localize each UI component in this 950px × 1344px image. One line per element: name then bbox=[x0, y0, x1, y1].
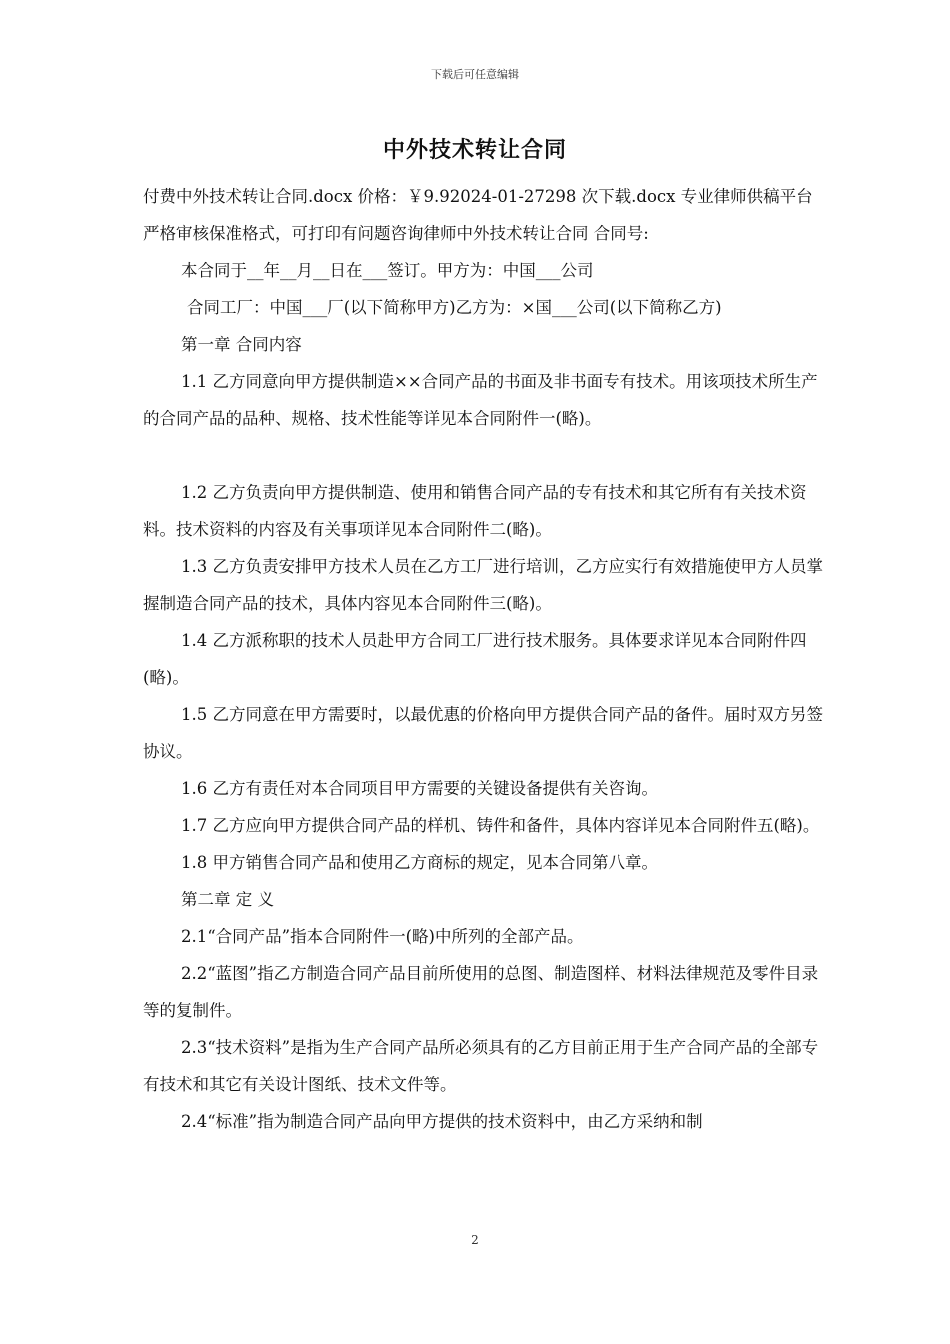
clause: 2.4“标准”指为制造合同产品向甲方提供的技术资料中，由乙方采纳和制 bbox=[181, 1112, 703, 1131]
page-number: 2 bbox=[471, 1233, 479, 1247]
clause: 1.6 乙方有责任对本合同项目甲方需要的关键设备提供有关咨询。 bbox=[181, 779, 658, 798]
clause: 2.2“蓝图”指乙方制造合同产品目前所使用的总图、制造图样、材料法律规范及零件目录等的复制件。 bbox=[143, 964, 819, 1020]
clause: 1.5 乙方同意在甲方需要时，以最优惠的价格向甲方提供合同产品的备件。届时双方另签协议。 bbox=[143, 705, 823, 761]
clause: 1.1 乙方同意向甲方提供制造××合同产品的书面及非书面专有技术。用该项技术所生产的合同产品的品种、规格、技术性能等详见本合同附件一(略)。 bbox=[143, 372, 818, 428]
factory-line: 合同工厂：中国___厂(以下简称甲方)乙方为：×国___公司(以下简称乙方) bbox=[187, 298, 722, 317]
clause: 2.1“合同产品”指本合同附件一(略)中所列的全部产品。 bbox=[181, 927, 584, 946]
intro-paragraph: 付费中外技术转让合同.docx 价格：￥9.92024-01-27298 次下载.docx 专业律师供稿平台严格审核保准格式，可打印有问题咨询律师中外技术转让合同 合同号: bbox=[143, 187, 813, 243]
document-body bbox=[143, 178, 823, 1140]
paragraph-gap bbox=[143, 437, 823, 474]
clause: 1.4 乙方派称职的技术人员赴甲方合同工厂进行技术服务。具体要求详见本合同附件四(略)。 bbox=[143, 631, 807, 687]
chapter-heading: 第一章 合同内容 bbox=[181, 335, 302, 354]
chapter-heading: 第二章 定 义 bbox=[181, 890, 274, 909]
clause: 1.3 乙方负责安排甲方技术人员在乙方工厂进行培训，乙方应实行有效措施使甲方人员掌握制造合同产品的技术，具体内容见本合同附件三(略)。 bbox=[143, 557, 823, 613]
document-title: 中外技术转让合同 bbox=[382, 137, 567, 163]
clause: 2.3“技术资料”是指为生产合同产品所必须具有的乙方目前正用于生产合同产品的全部专有技术和其它有关设计图纸、技术文件等。 bbox=[143, 1038, 819, 1094]
clause: 1.7 乙方应向甲方提供合同产品的样机、铸件和备件，具体内容详见本合同附件五(略)。 bbox=[181, 816, 820, 835]
date-line: 本合同于__年__月__日在___签订。甲方为：中国___公司 bbox=[181, 261, 594, 280]
clause: 1.2 乙方负责向甲方提供制造、使用和销售合同产品的专有技术和其它所有有关技术资料。技术资料的内容及有关事项详见本合同附件二(略)。 bbox=[143, 483, 807, 539]
clause: 1.8 甲方销售合同产品和使用乙方商标的规定，见本合同第八章。 bbox=[181, 853, 658, 872]
header-note: 下载后可任意编辑 bbox=[431, 68, 519, 81]
